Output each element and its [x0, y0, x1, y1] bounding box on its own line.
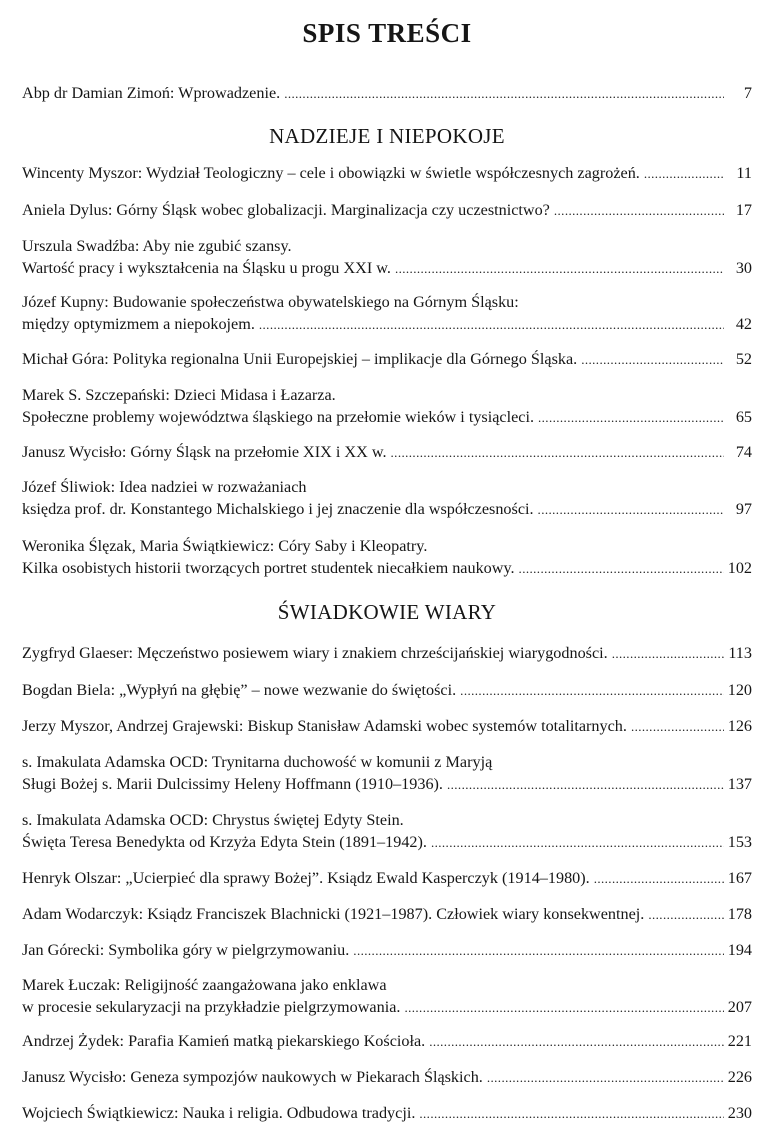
page-number: 74 [735, 443, 752, 461]
leader-dots [419, 1103, 724, 1125]
page-number: 11 [736, 164, 752, 182]
page-number: 113 [728, 644, 752, 662]
toc-entry-text: Jerzy Myszor, Andrzej Grajewski: Biskup Stanisław Adamski wobec systemów totalitarnych. [22, 717, 627, 735]
page-number: 42 [735, 315, 752, 333]
toc-entry-text: s. Imakulata Adamska OCD: Chrystus świętej Edyty Stein. [22, 811, 404, 829]
toc-entry[interactable] [22, 715, 752, 737]
toc-entry[interactable] [22, 162, 752, 184]
toc-entry-text: s. Imakulata Adamska OCD: Trynitarna duchowość w komunii z Maryją [22, 753, 493, 771]
toc-entry[interactable] [22, 348, 752, 370]
toc-entry[interactable] [22, 476, 752, 520]
leader-dots [404, 997, 724, 1019]
leader-dots [447, 774, 724, 796]
leader-dots [581, 349, 724, 371]
page-number: 120 [727, 681, 752, 699]
page-number: 102 [727, 559, 752, 577]
leader-dots [631, 716, 724, 738]
page-number: 30 [735, 259, 752, 277]
toc-entry-intro[interactable] [22, 82, 752, 104]
toc-entry-text: Marek Łuczak: Religijność zaangażowana jako enklawa [22, 976, 387, 994]
toc-entry-text: Bogdan Biela: „Wypłyń na głębię” – nowe wezwanie do świętości. [22, 681, 457, 699]
toc-entry[interactable] [22, 291, 752, 335]
leader-dots [487, 1067, 724, 1089]
toc-entry-text: Marek S. Szczepański: Dzieci Midasa i Łazarza. [22, 386, 336, 404]
leader-dots [460, 680, 724, 702]
toc-entry[interactable] [22, 903, 752, 925]
toc-entry[interactable] [22, 1102, 752, 1124]
toc-entry[interactable] [22, 939, 752, 961]
toc-entry-text: Zygfryd Glaeser: Męczeństwo posiewem wiary i znakiem chrześcijańskiej wiarygodności. [22, 644, 608, 662]
toc-entry[interactable] [22, 809, 752, 853]
toc-entry-text: Święta Teresa Benedykta od Krzyża Edyta Stein (1891–1942). [22, 833, 427, 851]
page-number: 7 [743, 84, 752, 102]
leader-dots [429, 1031, 724, 1053]
leader-dots [612, 643, 724, 665]
page-number: 97 [735, 500, 752, 518]
page-number: 153 [727, 833, 752, 851]
page-number: 221 [727, 1032, 752, 1050]
toc-entry-text: Kilka osobistych historii tworzących portret studentek niecałkiem naukowy. [22, 559, 515, 577]
toc-entry-text: Aniela Dylus: Górny Śląsk wobec globalizacji. Marginalizacja czy uczestnictwo? [22, 201, 550, 219]
page-number: 17 [735, 201, 752, 219]
toc-entry[interactable] [22, 974, 752, 1018]
leader-dots [648, 904, 724, 926]
leader-dots [259, 314, 724, 336]
toc-entry-text: Urszula Swadźba: Aby nie zgubić szansy. [22, 237, 292, 255]
toc-entry-text: Józef Kupny: Budowanie społeczeństwa obywatelskiego na Górnym Śląsku: [22, 293, 519, 311]
leader-dots [431, 832, 724, 854]
section-heading: NADZIEJE I NIEPOKOJE [269, 124, 505, 148]
toc-entry[interactable] [22, 1030, 752, 1052]
leader-dots [284, 83, 724, 105]
page-number: 178 [727, 905, 752, 923]
section-heading: ŚWIADKOWIE WIARY [277, 600, 497, 624]
toc-entry[interactable] [22, 441, 752, 463]
page-title: SPIS TREŚCI [302, 18, 472, 48]
leader-dots [538, 407, 724, 429]
toc-entry[interactable] [22, 867, 752, 889]
page-number: 52 [735, 350, 752, 368]
toc-entry-text: Janusz Wycisło: Geneza sympozjów naukowych w Piekarach Śląskich. [22, 1068, 483, 1086]
toc-entry-text: Wojciech Świątkiewicz: Nauka i religia. Odbudowa tradycji. [22, 1104, 416, 1122]
toc-entry-text: Henryk Olszar: „Ucierpieć dla sprawy Bożej”. Ksiądz Ewald Kasperczyk (1914–1980). [22, 869, 590, 887]
toc-entry-text: Józef Śliwiok: Idea nadziei w rozważaniach [22, 478, 307, 496]
leader-dots [519, 558, 724, 580]
toc-entry[interactable] [22, 1066, 752, 1088]
toc-entry-text: w procesie sekularyzacji na przykładzie pielgrzymowania. [22, 998, 401, 1016]
leader-dots [644, 163, 724, 185]
page-number: 126 [727, 717, 752, 735]
leader-dots [395, 258, 724, 280]
toc-entry[interactable] [22, 235, 752, 279]
toc-entry-text: księdza prof. dr. Konstantego Michalskiego i jej znaczenie dla współczesności. [22, 500, 534, 518]
toc-entry-text: Adam Wodarczyk: Ksiądz Franciszek Blachnicki (1921–1987). Człowiek wiary konsekwentnej. [22, 905, 645, 923]
toc-entry-text: Michał Góra: Polityka regionalna Unii Europejskiej – implikacje dla Górnego Śląska. [22, 350, 578, 368]
toc-entry-text: Jan Górecki: Symbolika góry w pielgrzymowaniu. [22, 941, 350, 959]
toc-entry[interactable] [22, 642, 752, 664]
toc-entry-text: Janusz Wycisło: Górny Śląsk na przełomie XIX i XX w. [22, 443, 387, 461]
leader-dots [554, 200, 724, 222]
toc-entry-text: między optymizmem a niepokojem. [22, 315, 255, 333]
leader-dots [353, 940, 724, 962]
page-number: 65 [735, 408, 752, 426]
toc-entry-text: Wincenty Myszor: Wydział Teologiczny – cele i obowiązki w świetle współczesnych zagrożeń. [22, 164, 640, 182]
toc-entry-text: Abp dr Damian Zimoń: Wprowadzenie. [22, 84, 281, 102]
toc-entry[interactable] [22, 751, 752, 795]
page-number: 207 [727, 998, 752, 1016]
toc-entry-text: Sługi Bożej s. Marii Dulcissimy Heleny Hoffmann (1910–1936). [22, 775, 443, 793]
toc-entry[interactable] [22, 679, 752, 701]
toc-entry[interactable] [22, 384, 752, 428]
page-number: 137 [727, 775, 752, 793]
leader-dots [594, 868, 724, 890]
toc-entry-text: Andrzej Żydek: Parafia Kamień matką piekarskiego Kościoła. [22, 1032, 426, 1050]
page-number: 226 [727, 1068, 752, 1086]
page-number: 194 [727, 941, 752, 959]
page-number: 167 [727, 869, 752, 887]
leader-dots [538, 499, 724, 521]
toc-entry-text: Weronika Ślęzak, Maria Świątkiewicz: Córy Saby i Kleopatry. [22, 537, 428, 555]
toc-entry-text: Społeczne problemy województwa śląskiego na przełomie wieków i tysiącleci. [22, 408, 534, 426]
toc-entry-text: Wartość pracy i wykształcenia na Śląsku u progu XXI w. [22, 259, 391, 277]
page-number: 230 [727, 1104, 752, 1122]
toc-entry[interactable] [22, 199, 752, 221]
leader-dots [391, 442, 724, 464]
toc-entry[interactable] [22, 535, 752, 579]
